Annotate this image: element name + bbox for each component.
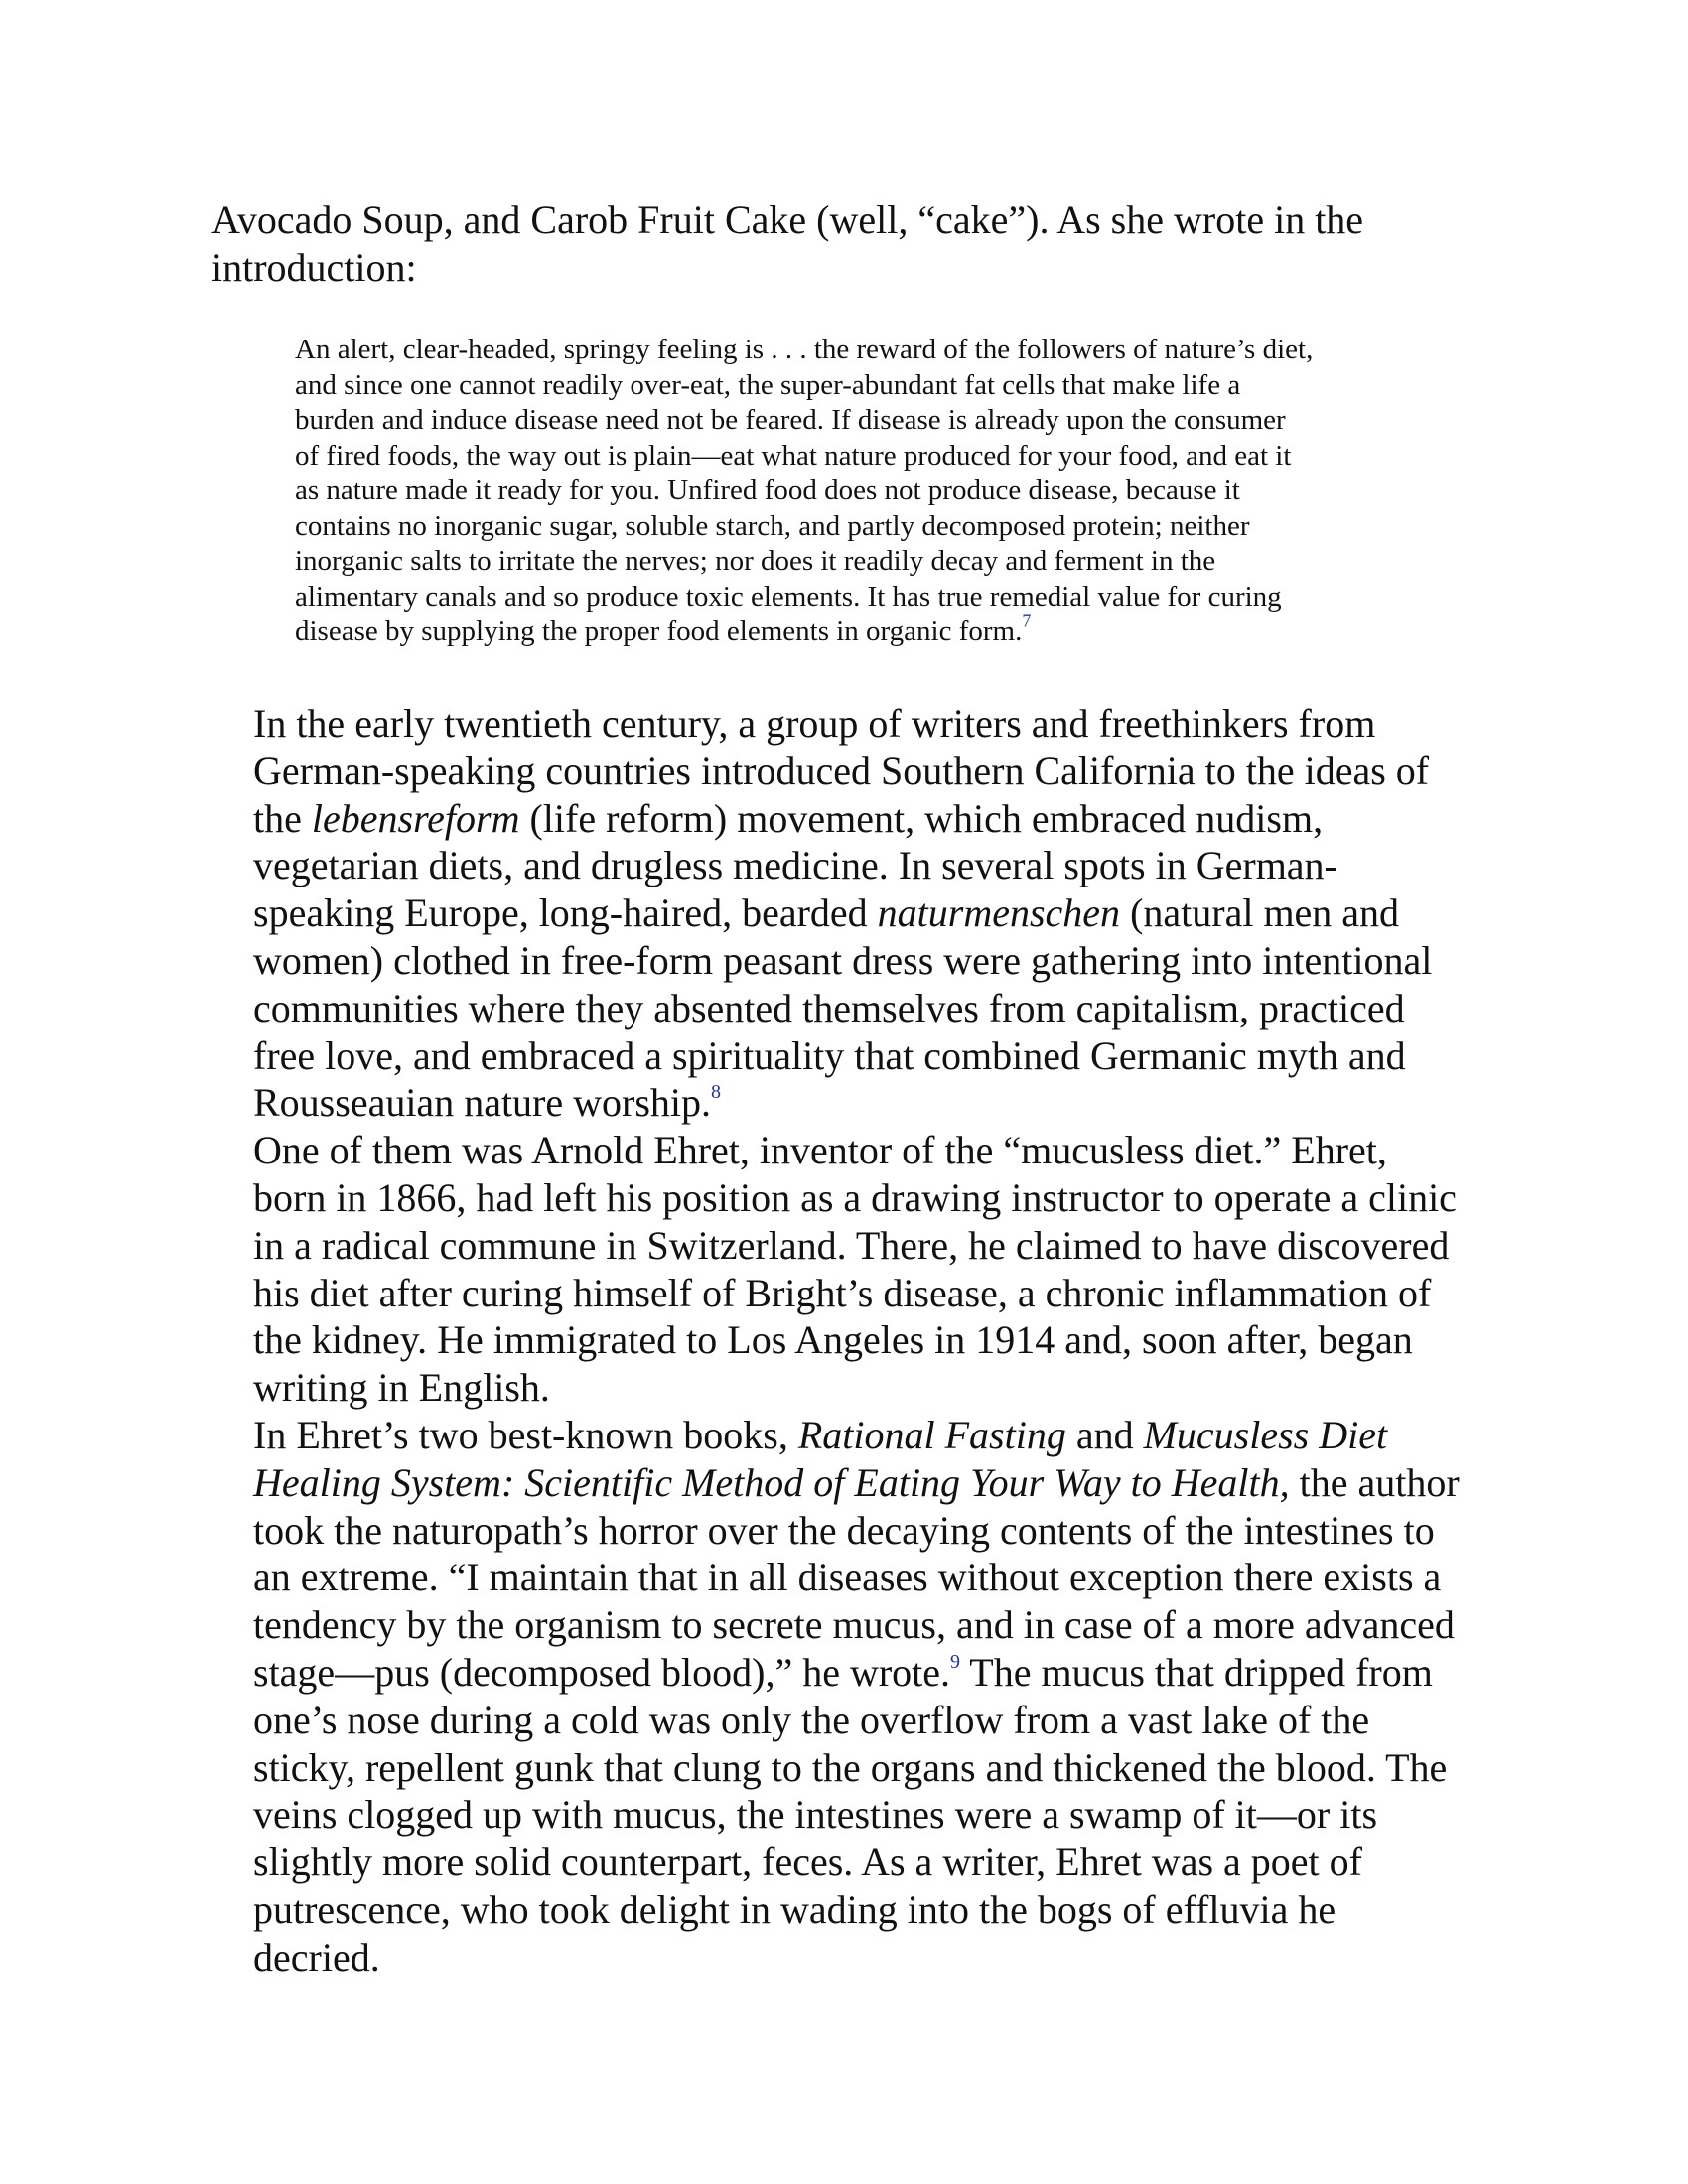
block-quote xyxy=(295,333,1437,650)
quote-line: and since one cannot readily over-eat, the super-abundant fat cells that make life a xyxy=(295,368,1241,401)
text-line: women) clothed in free-form peasant dress were gathering into intentional xyxy=(253,937,1433,983)
text-line: slightly more solid counterpart, feces. As a writer, Ehret was a poet of xyxy=(253,1840,1362,1885)
paragraph-ehret-intro xyxy=(211,1127,1502,1412)
quote-line: contains no inorganic sugar, soluble starch, and partly decomposed protein; neither xyxy=(295,509,1250,542)
text-line: the kidney. He immigrated to Los Angeles in 1914 and, soon after, began xyxy=(253,1317,1413,1363)
book-title-mucusless-diet-cont: Healing System: Scientific Method of Eating Your Way to Health, xyxy=(253,1459,1290,1505)
text-line: vegetarian diets, and drugless medicine. In several spots in German- xyxy=(253,843,1337,888)
opening-text xyxy=(211,197,1502,292)
text-run: and xyxy=(1065,1412,1144,1457)
quote-line: An alert, clear-headed, springy feeling is . . . the reward of the followers of nature’s diet, xyxy=(295,334,1314,365)
text-run: the author xyxy=(1289,1459,1460,1505)
text-run: (natural men and xyxy=(1120,890,1400,936)
italic-term-naturmenschen: naturmenschen xyxy=(877,890,1121,936)
quote-line-text: disease by supplying the proper food elements in organic form. xyxy=(295,615,1023,647)
text-line: putrescence, who took delight in wading into the bogs of effluvia he xyxy=(253,1886,1336,1932)
quote-line: burden and induce disease need not be feared. If disease is already upon the consumer xyxy=(295,404,1286,436)
text-line xyxy=(211,1459,1502,1507)
paragraph-lebensreform xyxy=(211,700,1502,1127)
text-line: One of them was Arnold Ehret, inventor of the “mucusless diet.” Ehret, xyxy=(253,1128,1387,1173)
body-text xyxy=(211,700,1502,1981)
quote-line: as nature made it ready for you. Unfired food does not produce disease, because it xyxy=(295,475,1240,506)
text-run: The mucus that dripped from xyxy=(960,1649,1433,1695)
quote-line xyxy=(295,611,1437,650)
footnote-ref-9[interactable]: 9 xyxy=(950,1650,961,1673)
text-line: took the naturopath’s horror over the decaying contents of the intestines to xyxy=(253,1507,1435,1553)
text-line: communities where they absented themselves from capitalism, practiced xyxy=(253,985,1405,1030)
text-line xyxy=(211,1079,1502,1127)
book-title-mucusless-diet: Mucusless Diet xyxy=(1143,1412,1388,1457)
text-line: German-speaking countries introduced Southern California to the ideas of xyxy=(253,748,1430,793)
text-line: sticky, repellent gunk that clung to the organs and thickened the blood. The xyxy=(253,1744,1448,1790)
text-line xyxy=(211,795,1502,843)
text-line: decried. xyxy=(253,1934,380,1979)
quote-line: of fired foods, the way out is plain—eat what nature produced for your food, and eat it xyxy=(295,439,1292,472)
text-line: writing in English. xyxy=(253,1365,550,1411)
text-line: an extreme. “I maintain that in all diseases without exception there exists a xyxy=(253,1555,1442,1600)
text-line: Avocado Soup, and Carob Fruit Cake (well, “cake”). As she wrote in the xyxy=(211,198,1364,242)
text-run: (life reform) movement, which embraced nudism, xyxy=(519,795,1324,841)
text-run: stage—pus (decomposed blood),” he wrote. xyxy=(253,1649,951,1695)
text-run: the xyxy=(253,795,312,841)
text-run: Rousseauian nature worship. xyxy=(253,1080,712,1126)
footnote-ref-8[interactable]: 8 xyxy=(711,1081,722,1104)
text-line: one’s nose during a cold was only the overflow from a vast lake of the xyxy=(253,1697,1370,1742)
text-line: born in 1866, had left his position as a drawing instructor to operate a clinic xyxy=(253,1174,1457,1220)
quote-line: inorganic salts to irritate the nerves; nor does it readily decay and ferment in the xyxy=(295,545,1216,577)
text-line: veins clogged up with mucus, the intestines were a swamp of it—or its xyxy=(253,1792,1378,1838)
text-line: free love, and embraced a spirituality that combined Germanic myth and xyxy=(253,1032,1406,1078)
text-run: speaking Europe, long-haired, bearded xyxy=(253,890,878,936)
text-line xyxy=(211,1649,1502,1697)
italic-term-lebensreform: lebensreform xyxy=(311,795,520,841)
text-line xyxy=(211,889,1502,937)
text-line: in a radical commune in Switzerland. There, he claimed to have discovered xyxy=(253,1222,1450,1268)
text-line: introduction: xyxy=(211,245,417,290)
paragraph-ehret-books xyxy=(211,1412,1502,1981)
text-line xyxy=(211,1412,1502,1459)
footnote-ref-7[interactable]: 7 xyxy=(1022,611,1032,631)
quote-line: alimentary canals and so produce toxic elements. It has true remedial value for curing xyxy=(295,580,1282,613)
text-run: In Ehret’s two best-known books, xyxy=(253,1412,798,1457)
text-line: his diet after curing himself of Bright’s disease, a chronic inflammation of xyxy=(253,1270,1432,1315)
text-line: In the early twentieth century, a group of writers and freethinkers from xyxy=(253,701,1376,746)
book-title-rational-fasting: Rational Fasting xyxy=(797,1412,1066,1457)
text-line: tendency by the organism to secrete mucus, and in case of a more advanced xyxy=(253,1602,1455,1648)
